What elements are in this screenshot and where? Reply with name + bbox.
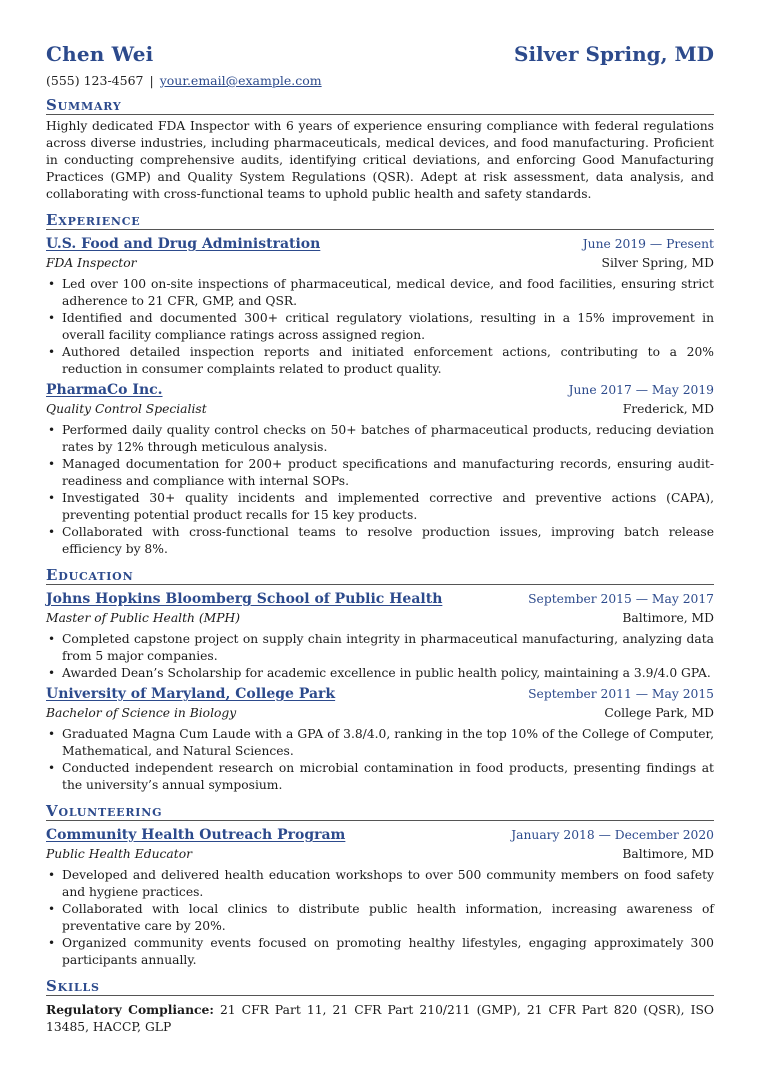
bullet-item: • Collaborated with local clinics to distribute public health information, increasing awareness of preventative care by 20%. (46, 901, 714, 935)
entry-location: Silver Spring, MD (601, 256, 714, 270)
contact-line (46, 73, 714, 88)
entry-subheader (46, 254, 714, 272)
entry-dates: January 2018 — December 2020 (511, 828, 714, 842)
candidate-location: Silver Spring, MD (514, 42, 714, 66)
skills-category-label: Regulatory Compliance: (46, 1002, 214, 1017)
bullet-item: • Awarded Dean’s Scholarship for academic excellence in public health policy, maintaining a 3.9/4.0 GPA. (46, 665, 714, 682)
entry-location: Frederick, MD (622, 402, 714, 416)
entry-location: Baltimore, MD (622, 847, 714, 861)
entry-bullets (46, 631, 714, 682)
resume-page (46, 42, 714, 1036)
bullet-item: • Led over 100 on-site inspections of pharmaceutical, medical device, and food facilities, ensuring strict adherence to 21 CFR, GMP, and QSR. (46, 276, 714, 310)
entry-bullets (46, 726, 714, 794)
email-link[interactable]: your.email@example.com (159, 73, 322, 88)
section-title-experience: Experience (46, 212, 714, 230)
bullet-item: • Authored detailed inspection reports and initiated enforcement actions, contributing to a 20% reduction in consumer complaints related to product quality. (46, 344, 714, 378)
skills-list: 21 CFR Part 11, 21 CFR Part 210/211 (GMP), 21 CFR Part 820 (QSR), ISO 13485, HACCP, GLP (46, 1003, 714, 1034)
bullet-item: • Performed daily quality control checks on 50+ batches of pharmaceutical products, reducing deviation rates by 12% through meticulous analysis. (46, 422, 714, 456)
volunteering-entry (46, 825, 714, 969)
entry-dates: September 2015 — May 2017 (528, 592, 714, 606)
organization-link[interactable]: PharmaCo Inc. (46, 382, 163, 398)
education-entry (46, 684, 714, 794)
institution-link[interactable]: Johns Hopkins Bloomberg School of Public Health (46, 591, 443, 607)
section-title-volunteering: Volunteering (46, 803, 714, 821)
entry-header (46, 825, 714, 845)
entry-role: Quality Control Specialist (46, 402, 207, 416)
education-entry (46, 589, 714, 682)
resume-header (46, 42, 714, 66)
entry-role: FDA Inspector (46, 256, 137, 270)
bullet-item: • Collaborated with cross-functional teams to resolve production issues, improving batch release efficiency by 8%. (46, 524, 714, 558)
entry-header (46, 234, 714, 254)
section-title-summary: Summary (46, 97, 714, 115)
entry-location: College Park, MD (604, 706, 714, 720)
bullet-item: • Completed capstone project on supply chain integrity in pharmaceutical manufacturing, analyzing data from 5 major companies. (46, 631, 714, 665)
institution-link[interactable]: University of Maryland, College Park (46, 686, 336, 702)
bullet-item: • Conducted independent research on microbial contamination in food products, presenting findings at the university’s annual symposium. (46, 760, 714, 794)
bullet-item: • Organized community events focused on promoting healthy lifestyles, engaging approximately 300 participants annually. (46, 935, 714, 969)
entry-degree: Master of Public Health (MPH) (46, 611, 241, 625)
section-title-skills: Skills (46, 978, 714, 996)
candidate-name: Chen Wei (46, 42, 154, 66)
entry-dates: September 2011 — May 2015 (528, 687, 714, 701)
entry-location: Baltimore, MD (622, 611, 714, 625)
entry-dates: June 2017 — May 2019 (568, 383, 714, 397)
entry-bullets (46, 276, 714, 378)
summary-text: Highly dedicated FDA Inspector with 6 years of experience ensuring compliance with federal regulations across diverse industries, including pharmaceuticals, medical devices, and food manufacturing. Proficient in conducting comprehensive audits, identifying critical deviations, and enforcing Good Manufacturing Practices (GMP) and Quality System Regulations (QSR). Adept at risk assessment, data analysis, and collaborating with cross-functional teams to uphold public health and safety standards. (46, 119, 714, 201)
entry-header (46, 589, 714, 609)
entry-header (46, 684, 714, 704)
experience-entry (46, 380, 714, 558)
phone-number: (555) 123-4567 (46, 73, 144, 88)
entry-subheader (46, 400, 714, 418)
organization-link[interactable]: U.S. Food and Drug Administration (46, 236, 321, 252)
bullet-item: • Investigated 30+ quality incidents and implemented corrective and preventive actions (CAPA), preventing potential product recalls for 15 key products. (46, 490, 714, 524)
skills-line (46, 1001, 714, 1036)
section-title-education: Education (46, 567, 714, 585)
bullet-item: • Developed and delivered health education workshops to over 500 community members on food safety and hygiene practices. (46, 867, 714, 901)
bullet-item: • Managed documentation for 200+ product specifications and manufacturing records, ensuring audit-readiness and compliance with internal SOPs. (46, 456, 714, 490)
entry-subheader (46, 845, 714, 863)
entry-bullets (46, 422, 714, 558)
entry-role: Public Health Educator (46, 847, 192, 861)
entry-subheader (46, 704, 714, 722)
bullet-item: • Identified and documented 300+ critical regulatory violations, resulting in a 15% improvement in overall facility compliance ratings across assigned region. (46, 310, 714, 344)
entry-header (46, 380, 714, 400)
contact-separator: | (149, 73, 154, 88)
entry-dates: June 2019 — Present (582, 237, 714, 251)
organization-link[interactable]: Community Health Outreach Program (46, 827, 346, 843)
entry-degree: Bachelor of Science in Biology (46, 706, 237, 720)
entry-subheader (46, 609, 714, 627)
bullet-item: • Graduated Magna Cum Laude with a GPA of 3.8/4.0, ranking in the top 10% of the College of Computer, Mathematical, and Natural Sciences. (46, 726, 714, 760)
experience-entry (46, 234, 714, 378)
entry-bullets (46, 867, 714, 969)
